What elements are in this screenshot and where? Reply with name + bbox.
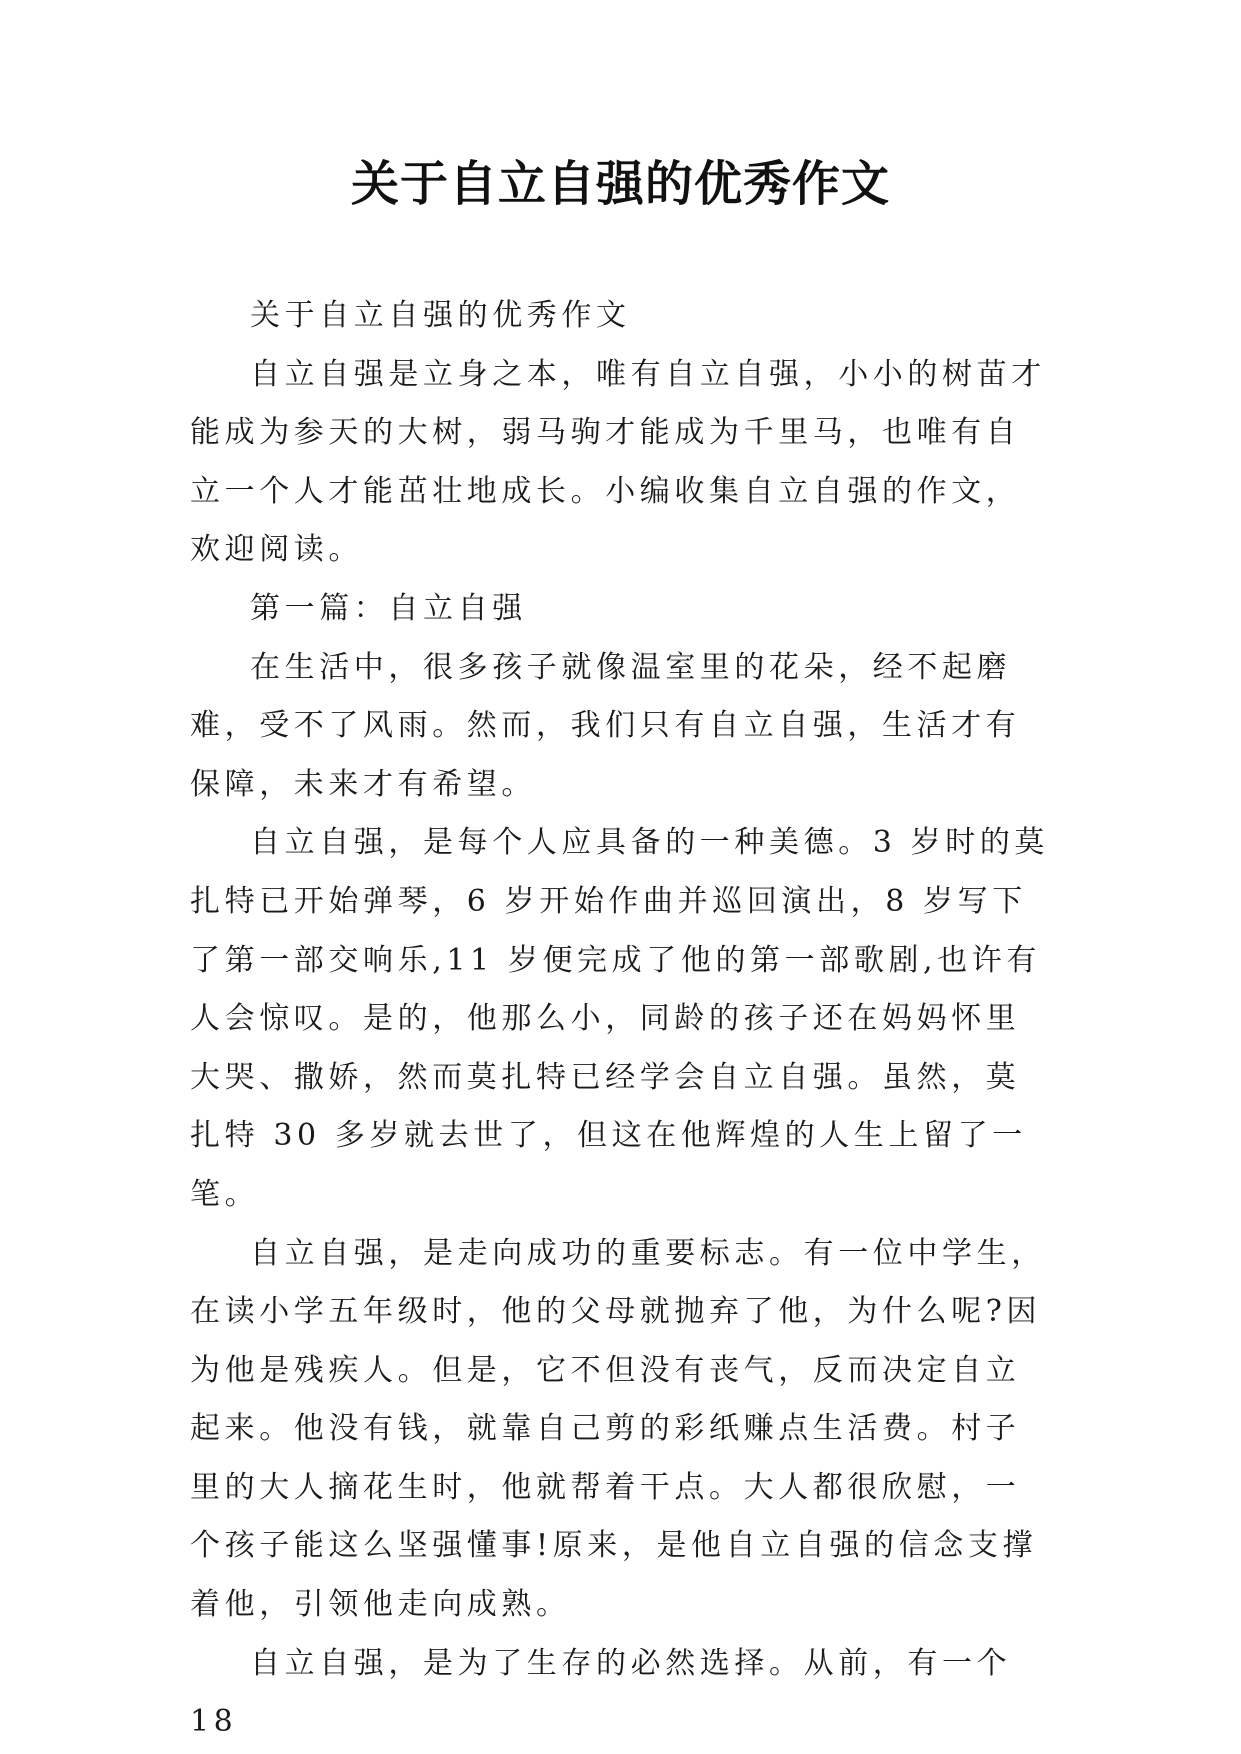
paragraph-section-heading: 第一篇：自立自强 bbox=[250, 590, 527, 626]
document-body bbox=[190, 287, 1052, 1752]
document-title: 关于自立自强的优秀作文 bbox=[350, 156, 890, 212]
paragraph-body: 自立自强，是走向成功的重要标志。有一位中学生，在读小学五年级时，他的父母就抛弃了他，为什么呢?因为他是残疾人。但是，它不但没有丧气，反而决定自立起来。他没有钱，就靠自己剪的彩纸赚点生活费。村子里的大人摘花生时，他就帮着干点。大人都很欣慰，一个孩子能这么坚强懂事!原来，是他自立自强的信念支撑着他，引领他走向成熟。 bbox=[190, 1235, 1046, 1623]
paragraph-body: 自立自强，是每个人应具备的一种美德。3 岁时的莫扎特已开始弹琴，6 岁开始作曲并巡回演出，8 岁写下了第一部交响乐,11 岁便完成了他的第一部歌剧,也许有人会惊叹。是的，他那么小，同龄的孩子还在妈妈怀里大哭、撒娇，然而莫扎特已经学会自立自强。虽然，莫扎特 30 多岁就去世了，但这在他辉煌的人生上留了一笔。 bbox=[190, 825, 1050, 1212]
paragraph-body: 自立自强，是为了生存的必然选择。从前，有一个 18 bbox=[190, 1645, 1012, 1740]
paragraph-body: 在生活中，很多孩子就像温室里的花朵，经不起磨难，受不了风雨。然而，我们只有自立自强，生活才有保障，未来才有希望。 bbox=[190, 649, 1021, 802]
paragraph-subtitle: 关于自立自强的优秀作文 bbox=[250, 298, 631, 333]
paragraph-intro: 自立自强是立身之本，唯有自立自强，小小的树苗才能成为参天的大树，弱马驹才能成为千里马，也唯有自立一个人才能茁壮地成长。小编收集自立自强的作文，欢迎阅读。 bbox=[190, 356, 1046, 568]
